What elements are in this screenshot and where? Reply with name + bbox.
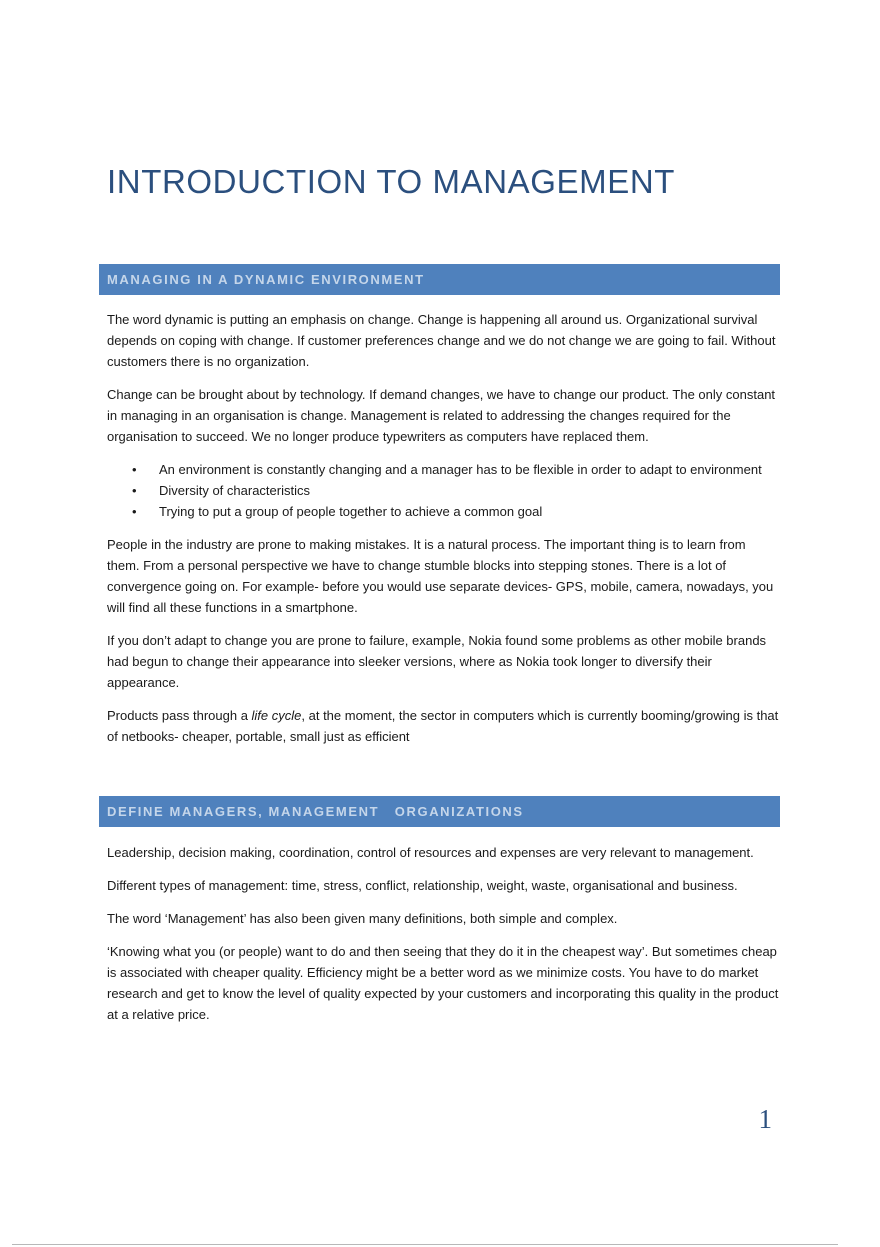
section-heading-dynamic-environment: MANAGING IN A DYNAMIC ENVIRONMENT	[99, 264, 780, 295]
paragraph: Leadership, decision making, coordination, control of resources and expenses are very relevant to management.	[107, 845, 754, 860]
bullet-text: An environment is constantly changing and a manager has to be flexible in order to adapt to environment	[159, 462, 762, 477]
paragraph-life-cycle	[107, 705, 779, 747]
paragraph: The word dynamic is putting an emphasis on change. Change is happening all around us. Organizational survival depends on coping with change. If customer preferences change and we do not change we are going to fail. Without customers there is no organization.	[107, 312, 776, 369]
paragraph: Different types of management: time, stress, conflict, relationship, weight, waste, organisational and business.	[107, 878, 738, 893]
section-body-dynamic-environment	[107, 309, 779, 759]
footer-divider	[12, 1244, 838, 1245]
emphasis-life-cycle: life cycle	[251, 708, 302, 723]
bullet-text: Trying to put a group of people together to achieve a common goal	[159, 504, 543, 519]
bullet-item	[107, 459, 779, 480]
section-body-define-managers	[107, 842, 779, 1037]
page-number: 1	[758, 1104, 772, 1134]
bullet-text: Diversity of characteristics	[159, 483, 310, 498]
paragraph: The word ‘Management’ has also been given many definitions, both simple and complex.	[107, 911, 618, 926]
text-run: , at the moment, the sector in computers which is currently booming/growing is that of netbooks- cheaper, portable, small just as efficient	[107, 708, 779, 744]
paragraph: ‘Knowing what you (or people) want to do and then seeing that they do it in the cheapest way’. But sometimes cheap is associated with cheaper quality. Efficiency might be a better word as we minimize costs. You have to do market research and get to know the level of quality expected by your customers and incorporating this quality in the product at a relative price.	[107, 944, 779, 1022]
bullet-marker: •	[132, 483, 137, 498]
section-heading-define-managers: DEFINE MANAGERS, MANAGEMENT ORGANIZATIONS	[99, 796, 780, 827]
bullet-marker: •	[132, 462, 137, 477]
bullet-item	[107, 501, 779, 522]
paragraph: If you don’t adapt to change you are prone to failure, example, Nokia found some problems as other mobile brands had begun to change their appearance into sleeker versions, where as Nokia took longer to diversify their appearance.	[107, 633, 767, 690]
bullet-list	[107, 459, 779, 522]
text-run: Products pass through a	[107, 708, 252, 723]
page-title: INTRODUCTION TO MANAGEMENT	[107, 163, 676, 200]
bullet-marker: •	[132, 504, 137, 519]
paragraph: People in the industry are prone to making mistakes. It is a natural process. The important thing is to learn from them. From a personal perspective we have to change stumble blocks into stepping stones. There is a lot of convergence going on. For example- before you would use separate devices- GPS, mobile, camera, nowadays, you will find all these functions in a smartphone.	[107, 537, 774, 615]
bullet-item	[107, 480, 779, 501]
paragraph: Change can be brought about by technology. If demand changes, we have to change our product. The only constant in managing in an organisation is change. Management is related to addressing the changes required for the organisation to succeed. We no longer produce typewriters as computers have replaced them.	[107, 387, 776, 444]
